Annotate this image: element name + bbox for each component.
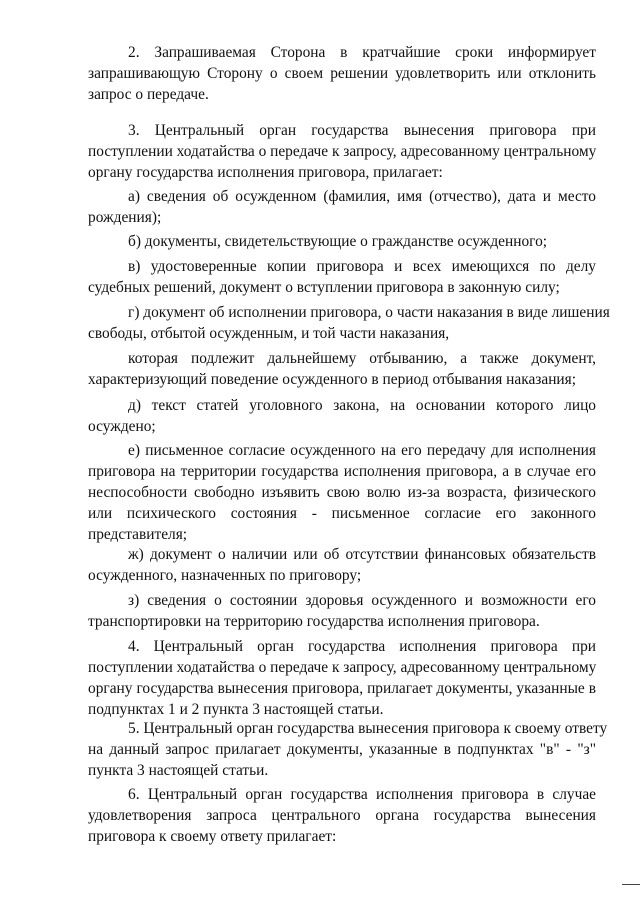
paragraph-line: приговора к своему ответу прилагает: <box>88 828 337 845</box>
paragraph-line: пункта 3 настоящей статьи. <box>88 762 269 779</box>
paragraph-line: ж) документ о наличии или об отсутствии финансовых обязательств <box>128 546 596 563</box>
paragraph-5 <box>88 718 608 781</box>
paragraph-line: осуждено; <box>88 418 156 435</box>
paragraph-line: 2. Запрашиваемая Сторона в кратчайшие сроки информирует <box>128 44 596 61</box>
paragraph-line: а) сведения об осужденном (фамилия, имя (отчество), дата и место <box>128 188 596 205</box>
paragraph-line: рождения); <box>88 209 162 226</box>
paragraph-line: или психического состояния - письменное согласие его законного <box>88 505 596 522</box>
paragraph-line: е) письменное согласие осужденного на его передачу для исполнения <box>128 442 596 459</box>
paragraph-line: осужденного, назначенных по приговору; <box>88 567 362 584</box>
subparagraph-g-continuation <box>88 348 596 390</box>
paragraph-line: поступлении ходатайства о передаче к запросу, адресованному центральному <box>88 143 597 160</box>
subparagraph-a <box>88 186 596 228</box>
paragraph-line: 5. Центральный орган государства вынесения приговора к своему ответу <box>128 720 608 737</box>
subparagraph-b <box>88 231 596 252</box>
paragraph-line: свободы, отбытой осужденным, и той части наказания, <box>88 325 450 342</box>
subparagraph-d <box>88 395 596 437</box>
paragraph-line: д) текст статей уголовного закона, на основании которого лицо <box>128 397 596 414</box>
paragraph-4 <box>88 636 596 720</box>
paragraph-line: 4. Центральный орган государства исполнения приговора при <box>128 638 596 655</box>
paragraph-line: органу государства вынесения приговора, прилагает документы, указанные в <box>88 680 596 697</box>
subparagraph-zh <box>88 544 596 586</box>
paragraph-line: органу государства исполнения приговора, прилагает: <box>88 164 443 181</box>
paragraph-line: удовлетворения запроса центрального органа государства вынесения <box>88 807 596 824</box>
paragraph-line: неспособности свободно изъявить свою волю из-за возраста, физического <box>88 484 596 501</box>
paragraph-line: запрашивающую Сторону о своем решении удовлетворить или отклонить <box>88 65 596 82</box>
paragraph-line: представителя; <box>88 526 188 543</box>
paragraph-line: в) удостоверенные копии приговора и всех имеющихся по делу <box>128 258 596 275</box>
paragraph-line: приговора на территории государства исполнения приговора, а в случае его <box>88 463 596 480</box>
paragraph-3 <box>88 120 596 183</box>
paragraph-line: характеризующий поведение осужденного в период отбывания наказания; <box>88 371 577 388</box>
paragraph-line: г) документ об исполнении приговора, о части наказания в виде лишения <box>128 304 610 321</box>
paragraph-line: которая подлежит дальнейшему отбыванию, а также документ, <box>128 350 596 367</box>
paragraph-line: з) сведения о состоянии здоровья осужденного и возможности его <box>128 592 596 609</box>
subparagraph-z <box>88 590 596 632</box>
paragraph-line: 3. Центральный орган государства вынесения приговора при <box>128 122 596 139</box>
subparagraph-e <box>88 440 596 545</box>
paragraph-line: судебных решений, документ о вступлении приговора в законную силу; <box>88 279 560 296</box>
paragraph-line: запрос о передаче. <box>88 86 209 103</box>
paragraph-line: на данный запрос прилагает документы, указанные в подпунктах "в" - "з" <box>88 741 596 758</box>
paragraph-line: 6. Центральный орган государства исполнения приговора в случае <box>128 786 596 803</box>
paragraph-6 <box>88 784 596 847</box>
scan-edge-mark <box>622 884 640 885</box>
subparagraph-g <box>88 302 610 344</box>
paragraph-line: транспортировки на территорию государства исполнения приговора. <box>88 613 540 630</box>
subparagraph-v <box>88 256 596 298</box>
paragraph-line: поступлении ходатайства о передаче к запросу, адресованному центральному <box>88 659 597 676</box>
paragraph-line: б) документы, свидетельствующие о гражданстве осужденного; <box>128 233 548 250</box>
paragraph-line: подпунктах 1 и 2 пункта 3 настоящей статьи. <box>88 701 384 718</box>
paragraph-2 <box>88 42 596 105</box>
